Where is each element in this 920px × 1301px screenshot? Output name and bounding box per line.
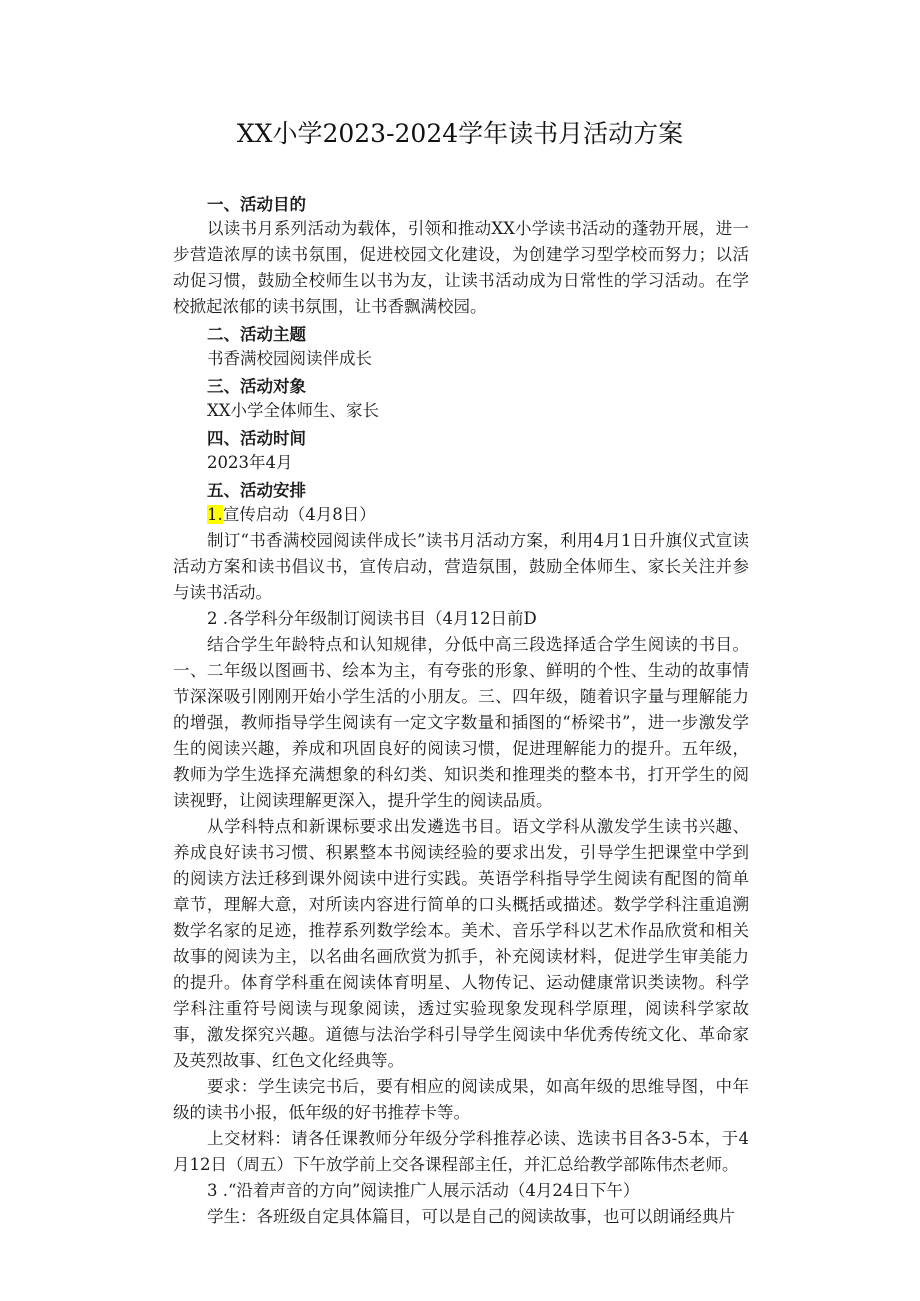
item1-heading [173,502,749,528]
document-body [173,194,749,1230]
item1-number-highlight: 1. [207,505,223,524]
item3-heading: 3 .“沿着声音的方向”阅读推广人展示活动（4月24日下午） [207,1181,640,1200]
item1-paragraph: 制订“书香满校园阅读伴成长”读书月活动方案，利用4月1日升旗仪式宣读活动方案和读书倡议书，宣传启动，营造氛围，鼓励全体师生、家长关注并参与读书活动。 [173,531,749,602]
heading-target: 三、活动对象 [207,377,306,396]
paragraph-target: XX小学全体师生、家长 [207,401,379,420]
item2-paragraph-4: 上交材料：请各任课教师分年级分学科推荐必读、选读书目各3-5本，于4月12日（周五）下午放学前上交各课程部主任，并汇总给教学部陈伟杰老师。 [173,1129,749,1174]
item1-title: 宣传启动（4月8日） [222,505,376,524]
paragraph-purpose: 以读书月系列活动为载体，引领和推动XX小学读书活动的蓬勃开展，进一步营造浓厚的读书氛围，促进校园文化建设，为创建学习型学校而努力；以活动促习惯，鼓励全校师生以书为友，让读书活动成为日常性的学习活动。在学校掀起浓郁的读书氛围，让书香飘满校园。 [173,219,749,316]
item2-paragraph-3: 要求：学生读完书后，要有相应的阅读成果，如高年级的思维导图，中年级的读书小报，低年级的好书推荐卡等。 [173,1077,749,1122]
document-title: XX小学2023-2024学年读书月活动方案 [236,119,684,148]
item2-paragraph-2: 从学科特点和新课标要求出发遴选书目。语文学科从激发学生读书兴趣、养成良好读书习惯、积累整本书阅读经验的要求出发，引导学生把课堂中学到的阅读方法迁移到课外阅读中进行实践。英语学科指导学生阅读有配图的简单章节，理解大意，对所读内容进行简单的口头概括或描述。数学学科注重追溯数学名家的足迹，推荐系列数学绘本。美术、音乐学科以艺术作品欣赏和相关故事的阅读为主，以名曲名画欣赏为抓手，补充阅读材料，促进学生审美能力的提升。体育学科重在阅读体育明星、人物传记、运动健康常识类读物。科学学科注重符号阅读与现象阅读，透过实验现象发现科学原理，阅读科学家故事，激发探究兴趣。道德与法治学科引导学生阅读中华优秀传统文化、革命家及英烈故事、红色文化经典等。 [173,817,749,1070]
heading-theme: 二、活动主题 [207,325,306,344]
item2-heading: 2 .各学科分年级制订阅读书目（4月12日前D [207,609,537,628]
paragraph-time: 2023年4月 [207,453,293,472]
heading-arrangement: 五、活动安排 [207,481,306,500]
item3-paragraph: 学生：各班级自定具体篇目，可以是自己的阅读故事，也可以朗诵经典片 [207,1207,735,1226]
heading-time: 四、活动时间 [207,429,306,448]
paragraph-theme: 书香满校园阅读伴成长 [207,349,372,368]
heading-purpose: 一、活动目的 [207,195,306,214]
item2-paragraph-1: 结合学生年龄特点和认知规律，分低中高三段选择适合学生阅读的书目。一、二年级以图画书、绘本为主，有夸张的形象、鲜明的个性、生动的故事情节深深吸引刚刚开始小学生活的小朋友。三、四年级，随着识字量与理解能力的增强，教师指导学生阅读有一定文字数量和插图的“桥梁书”，进一步激发学生的阅读兴趣，养成和巩固良好的阅读习惯，促进理解能力的提升。五年级，教师为学生选择充满想象的科幻类、知识类和推理类的整本书，打开学生的阅读视野，让阅读理解更深入，提升学生的阅读品质。 [173,635,749,810]
